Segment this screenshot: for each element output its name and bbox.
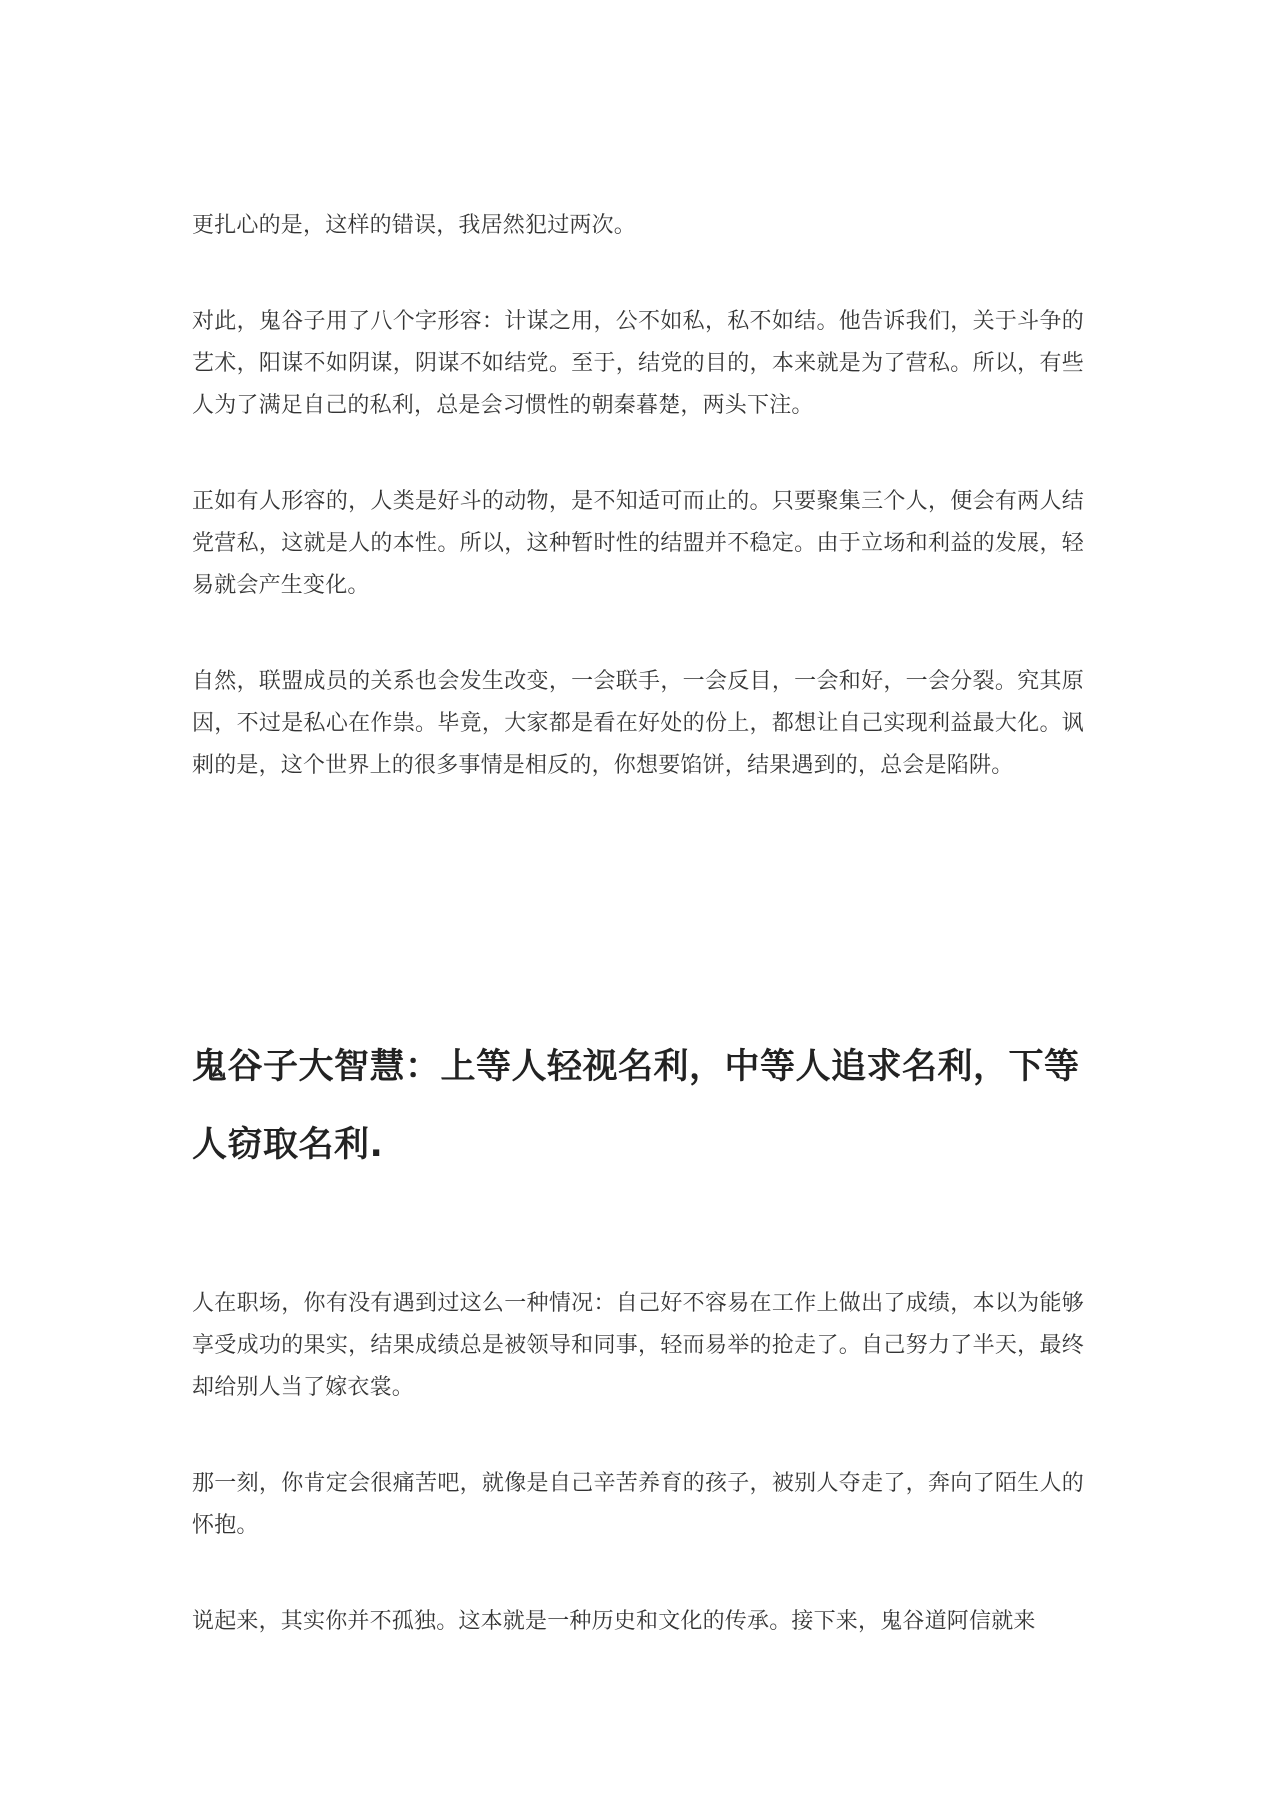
paragraph: 人在职场，你有没有遇到过这么一种情况：自己好不容易在工作上做出了成绩，本以为能够享受成功的果实，结果成绩总是被领导和同事，轻而易举的抢走了。自己努力了半天，最终却给别人当了嫁衣裳。	[192, 1291, 1084, 1400]
paragraph: 更扎心的是，这样的错误，我居然犯过两次。	[192, 213, 637, 238]
paragraph: 说起来，其实你并不孤独。这本就是一种历史和文化的传承。接下来，鬼谷道阿信就来	[192, 1609, 1036, 1634]
document-page	[192, 0, 1084, 1800]
paragraph: 那一刻，你肯定会很痛苦吧，就像是自己辛苦养育的孩子，被别人夺走了，奔向了陌生人的怀抱。	[192, 1471, 1084, 1538]
paragraph: 正如有人形容的，人类是好斗的动物，是不知适可而止的。只要聚集三个人，便会有两人结党营私，这就是人的本性。所以，这种暂时性的结盟并不稳定。由于立场和利益的发展，轻易就会产生变化。	[192, 489, 1084, 598]
section-heading: 鬼谷子大智慧：上等人轻视名利，中等人追求名利，下等人窃取名利.	[192, 1047, 1080, 1165]
paragraph: 对此，鬼谷子用了八个字形容：计谋之用，公不如私，私不如结。他告诉我们，关于斗争的艺术，阳谋不如阴谋，阴谋不如结党。至于，结党的目的，本来就是为了营私。所以，有些人为了满足自己的私利，总是会习惯性的朝秦暮楚，两头下注。	[192, 309, 1084, 418]
paragraph: 自然，联盟成员的关系也会发生改变，一会联手，一会反目，一会和好，一会分裂。究其原因，不过是私心在作祟。毕竟，大家都是看在好处的份上，都想让自己实现利益最大化。讽刺的是，这个世界上的很多事情是相反的，你想要馅饼，结果遇到的，总会是陷阱。	[192, 669, 1084, 778]
